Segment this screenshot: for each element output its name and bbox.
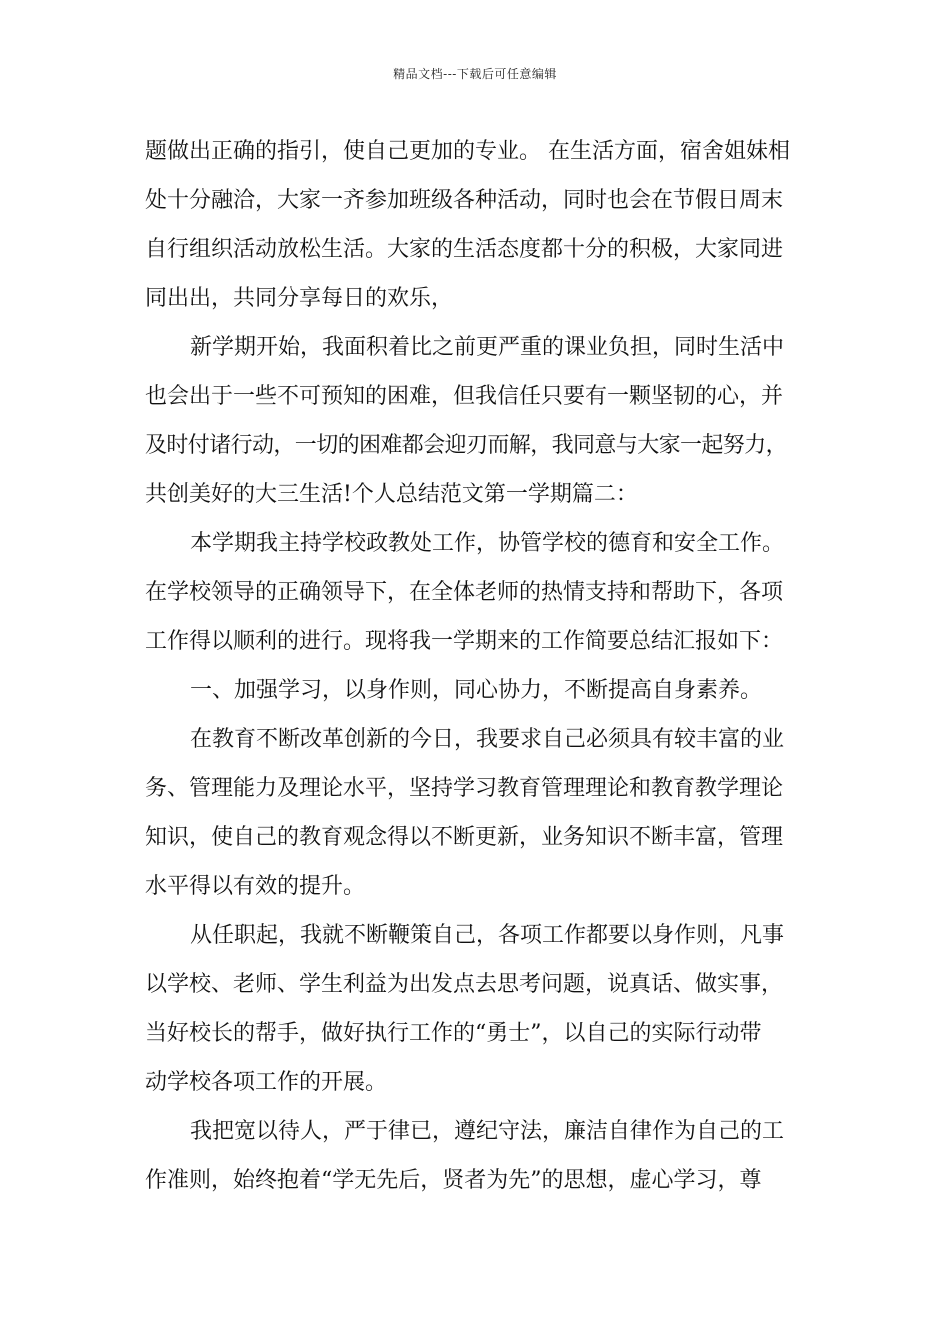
text-line: 自行组织活动放松生活。大家的生活态度都十分的积极，大家同进 [145, 237, 784, 262]
text-line: 水平得以有效的提升。 [145, 874, 366, 899]
text-line: 以学校、老师、学生利益为出发点去思考问题，说真话、做实事， [145, 972, 784, 997]
text-line: 动学校各项工作的开展。 [145, 1070, 388, 1095]
paragraph-first-line: 新学期开始，我面积着比之前更严重的课业负担，同时生活中 [190, 335, 785, 360]
text-line: 作准则，始终抱着“学无先后，贤者为先”的思想，虚心学习，尊 [145, 1168, 762, 1193]
text-line: 及时付诸行动，一切的困难都会迎刃而解，我同意与大家一起努力， [145, 433, 788, 458]
text-line: 题做出正确的指引，使自己更加的专业。 在生活方面，宿舍姐妹相 [145, 139, 790, 164]
text-line: 处十分融洽，大家一齐参加班级各种活动，同时也会在节假日周末 [145, 188, 784, 213]
text-line: 知识，使自己的教育观念得以不断更新，业务知识不断丰富，管理 [145, 825, 784, 850]
paragraph-first-line: 在教育不断改革创新的今日，我要求自己必须具有较丰富的业 [190, 727, 785, 752]
text-line: 同出出，共同分享每日的欢乐， [145, 286, 454, 311]
text-line: 当好校长的帮手，做好执行工作的“勇士”，以自己的实际行动带 [145, 1021, 762, 1046]
page-header: 精品文档---下载后可任意编辑 [393, 67, 557, 81]
paragraph-first-line: 本学期我主持学校政教处工作，协管学校的德育和安全工作。 [190, 531, 785, 556]
paragraph-first-line: 我把宽以待人，严于律已，遵纪守法，廉洁自律作为自己的工 [190, 1119, 785, 1144]
document-body [145, 132, 825, 1210]
text-line: 共创美好的大三生活!个人总结范文第一学期篇二： [145, 482, 638, 507]
text-line: 务、管理能力及理论水平，坚持学习教育管理理论和教育教学理论 [145, 776, 784, 801]
text-line: 工作得以顺利的进行。现将我一学期来的工作简要总结汇报如下： [145, 629, 784, 654]
section-heading: 一、加强学习，以身作则，同心协力，不断提高自身素养。 [190, 678, 763, 703]
paragraph-first-line: 从任职起，我就不断鞭策自己，各项工作都要以身作则，凡事 [190, 923, 785, 948]
text-line: 也会出于一些不可预知的困难，但我信任只要有一颗坚韧的心，并 [145, 384, 784, 409]
text-line: 在学校领导的正确领导下，在全体老师的热情支持和帮助下，各项 [145, 580, 784, 605]
